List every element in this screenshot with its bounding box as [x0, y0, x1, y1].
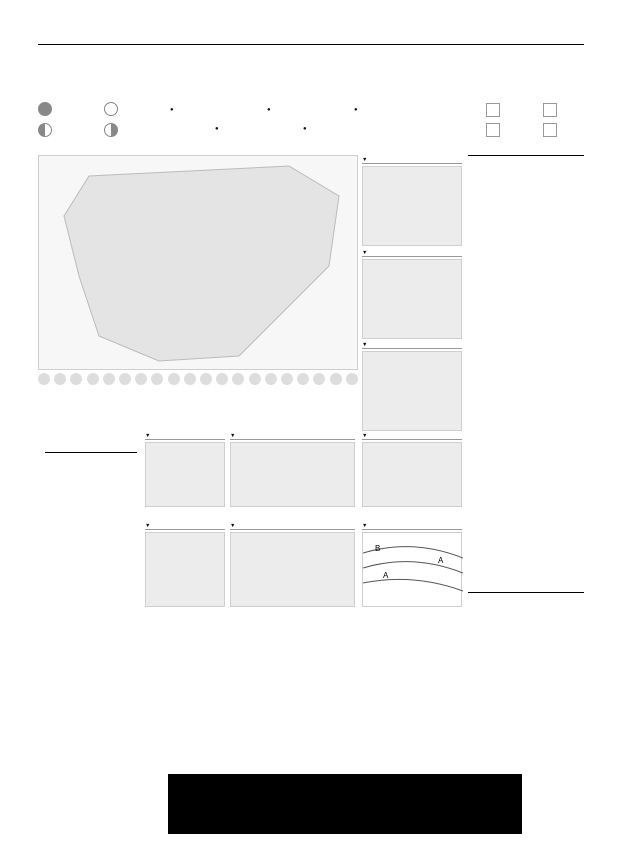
madrid-wed-map — [145, 442, 225, 507]
forecast-bullet: ● — [170, 107, 174, 113]
europe-today-map — [145, 532, 225, 607]
sunrise-icon — [486, 103, 500, 117]
madrid-thu-label: ▼ — [230, 433, 355, 440]
friday-label: ▼ — [362, 250, 462, 257]
new-moon-icon — [38, 102, 52, 116]
moonrise-icon — [543, 103, 557, 117]
spain-forecast-map — [38, 155, 358, 370]
page-header — [38, 33, 584, 45]
moonset-icon — [543, 123, 557, 137]
first-quarter-icon — [38, 123, 52, 137]
iberia-ad[interactable] — [168, 774, 522, 834]
spain-map-shape — [39, 156, 359, 371]
svg-text:B: B — [375, 544, 381, 553]
forecasts-title — [45, 452, 137, 453]
temps-title — [468, 155, 584, 156]
saturday-label: ▼ — [362, 342, 462, 349]
madrid-wed-label: ▼ — [145, 433, 225, 440]
isobar-lines — [363, 533, 463, 608]
svg-text:A: A — [383, 571, 389, 580]
forecast-bullet: ● — [303, 126, 307, 132]
europe-tomorrow-map — [230, 532, 355, 607]
reservoir-chart-svg — [325, 707, 465, 757]
madrid-thu-map — [230, 442, 355, 507]
europe-tomorrow-label: ▼ — [230, 523, 355, 530]
forecast-bullet: ● — [267, 107, 271, 113]
saturday-map — [362, 351, 462, 431]
thursday-map — [362, 166, 462, 246]
forecast-bullet: ● — [354, 107, 358, 113]
svg-text:A: A — [438, 556, 444, 565]
isobars-map — [362, 532, 462, 607]
europe-today-label: ▼ — [145, 523, 225, 530]
forecast-bullet: ● — [215, 126, 219, 132]
madrid-fri-label: ▼ — [362, 433, 462, 440]
thursday-label: ▼ — [362, 157, 462, 164]
isobars-label: ▼ — [362, 523, 462, 530]
legend-icons — [38, 373, 358, 401]
full-moon-icon — [104, 102, 118, 116]
sunset-icon — [486, 123, 500, 137]
friday-map — [362, 259, 462, 339]
abroad-title — [468, 592, 584, 593]
reservoir-chart — [325, 707, 465, 767]
madrid-fri-map — [362, 442, 462, 507]
last-quarter-icon — [104, 123, 118, 137]
